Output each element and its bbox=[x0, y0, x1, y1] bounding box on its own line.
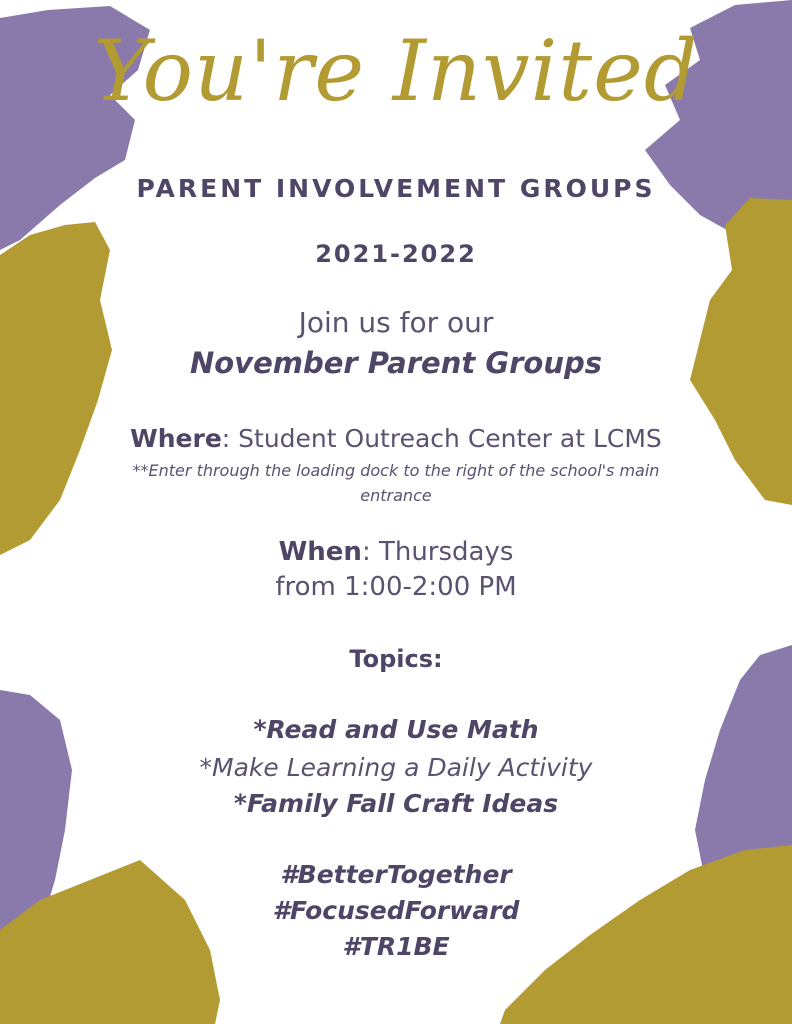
where-note-line2: entrance bbox=[360, 486, 432, 505]
topics-heading: Topics: bbox=[349, 645, 443, 673]
topic-item: *Family Fall Craft Ideas bbox=[233, 789, 559, 818]
where-note-line1: **Enter through the loading dock to the right of the school's main bbox=[132, 461, 660, 480]
title: You're Invited bbox=[93, 22, 699, 120]
hashtag: #TR1BE bbox=[342, 932, 450, 961]
when-label: When bbox=[278, 537, 362, 567]
topic-item: *Read and Use Math bbox=[253, 715, 539, 744]
where-line bbox=[0, 424, 792, 453]
when-line bbox=[0, 537, 792, 567]
school-year: 2021-2022 bbox=[315, 240, 477, 268]
hashtag: #BetterTogether bbox=[280, 860, 512, 889]
topic-item: *Make Learning a Daily Activity bbox=[199, 753, 593, 782]
subtitle: PARENT INVOLVEMENT GROUPS bbox=[136, 174, 656, 203]
when-value: : Thursdays bbox=[361, 537, 514, 567]
where-value: : Student Outreach Center at LCMS bbox=[221, 424, 662, 453]
intro-line: Join us for our bbox=[298, 306, 494, 339]
event-name: November Parent Groups bbox=[189, 346, 603, 380]
when-time: from 1:00-2:00 PM bbox=[275, 572, 517, 602]
where-label: Where bbox=[130, 424, 222, 453]
hashtag: #FocusedForward bbox=[272, 896, 520, 925]
